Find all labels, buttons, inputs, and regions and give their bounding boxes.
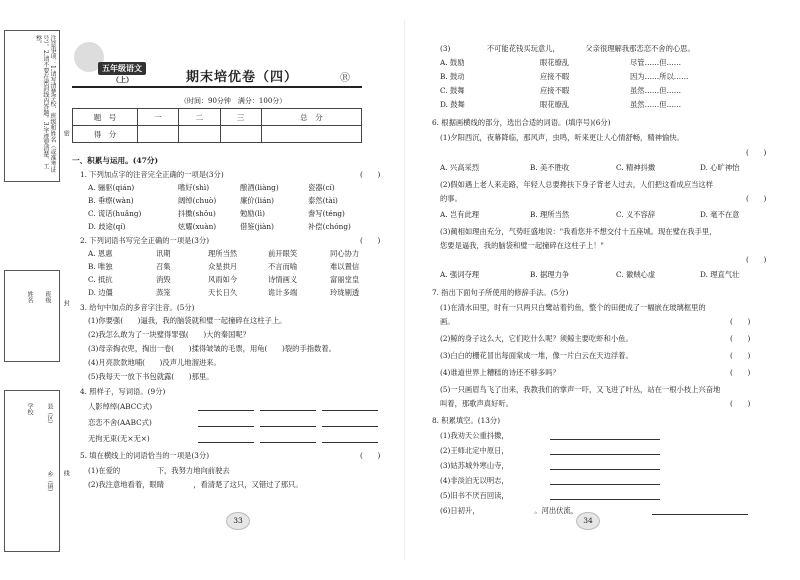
q4-blank[interactable]	[260, 402, 316, 411]
q5-option-word: 因为……所以……	[630, 72, 689, 81]
page-number-right: 34	[576, 512, 600, 530]
q7-5-answer-paren[interactable]: ( )	[730, 399, 751, 408]
q5-option-word: 应接不暇	[540, 72, 570, 81]
q2-option-word: 富丽堂皇	[330, 275, 360, 284]
q8-stem: 8. 积累填空。(13分)	[432, 416, 501, 425]
page-divider	[404, 20, 405, 560]
q4-example: 无拘无束(无×无×)	[88, 434, 150, 443]
q1-option-word: 勉励(lì)	[240, 209, 265, 218]
q2-option[interactable]: B. 唯独	[88, 262, 113, 271]
q6-item-1: (1)夕阳西沉，夜幕降临，那风声，虫鸣，听来更让人心情舒畅，精神愉快。	[440, 133, 684, 142]
q6-stem: 6. 根据画横线的部分，选出合适的词语。(填序号)(6分)	[432, 118, 611, 127]
q6-2-option[interactable]: C. 义不容辞	[616, 210, 656, 219]
q6-1-option[interactable]: C. 精神抖擞	[616, 163, 656, 172]
q2-option-word: 蒸笼	[156, 288, 171, 297]
score-cell[interactable]	[179, 126, 220, 143]
q6-item-2-cont: 的事。	[440, 194, 462, 203]
q6-3-option[interactable]: A. 强词夺理	[440, 270, 480, 279]
q8-blank[interactable]	[550, 446, 660, 455]
q2-option-word: 玲珑剔透	[330, 288, 360, 297]
q6-3-option[interactable]: B. 据理力争	[530, 270, 570, 279]
q2-answer-paren[interactable]: ( )	[360, 236, 381, 245]
q6-item-3-cont: 您要是逼我，我的脑袋和璧一起撞碎在这柱子上！"	[440, 241, 604, 250]
q1-option-word: 抖擞(shǒu)	[178, 209, 216, 218]
q1-option-word: 嗜好(shì)	[178, 183, 210, 192]
q8-blank[interactable]	[550, 476, 660, 485]
q4-blank[interactable]	[322, 418, 378, 427]
q2-option-word: 召集	[156, 262, 171, 271]
q2-stem: 2. 下列词语书写完全正确的一项是(3分)	[80, 236, 210, 245]
q8-blank[interactable]	[652, 506, 748, 515]
q5-option[interactable]: C. 鼓舞	[440, 86, 465, 95]
seal-char-3: 线	[62, 470, 70, 476]
binding-margin	[0, 0, 68, 580]
q1-option[interactable]: A. 骊驱(qián)	[88, 183, 135, 192]
score-cell[interactable]	[138, 126, 179, 143]
grade-badge: 五年级语文	[98, 62, 146, 75]
q1-option[interactable]: D. 歧途(qí)	[88, 222, 126, 231]
seal-char-1: 密	[62, 130, 70, 136]
q1-option-word: 酿酒(liàng)	[240, 183, 279, 192]
q8-item: (2)王师北定中原日，	[440, 446, 509, 455]
q5-option-word: 虽然……但……	[630, 86, 682, 95]
notice-text: 注意事项：1.请写清楚学校、班级和姓名（或准考证号）。2.请不要在密封线内答题。3.字迹要清楚、工整。	[34, 35, 56, 173]
q4-blank[interactable]	[260, 434, 316, 443]
q8-item: (1)我劝天公重抖擞，	[440, 431, 509, 440]
q2-option[interactable]: C. 抵抗	[88, 275, 113, 284]
q5-option-word: 眼花缭乱	[540, 100, 570, 109]
score-header-cell: 题 号	[73, 109, 138, 126]
q5-answer-paren[interactable]: ( )	[360, 451, 381, 460]
q2-option-word: 不言而喻	[268, 262, 298, 271]
q6-3-answer-paren[interactable]: ( )	[746, 255, 767, 264]
class-name-box	[4, 270, 60, 362]
q8-item: (5)旧书不厌百回读，	[440, 491, 509, 500]
q2-option-word: 众星拱月	[208, 262, 238, 271]
q1-option-word: 瓷器(cí)	[308, 183, 335, 192]
q4-stem: 4. 照样子，写词语。(9分)	[80, 387, 166, 396]
q3-item[interactable]: (3)母亲掏衣兜，掏出一卷( )揉得皱皱的毛票，用龟( )裂的手指数着。	[88, 344, 336, 353]
q7-item-1: (1)在清水田里，时有一只两只白鹭站着钓鱼，整个的田便成了一幅嵌在玻璃框里的	[440, 303, 706, 312]
q6-item-3: (3)蔺相如理由充分，气势旺盛地说："我看您并不想交付十五座城。现在璧在我手里，	[440, 227, 717, 236]
score-header-cell: 总 分	[261, 109, 361, 126]
time-info: （时间：90分钟 满分：100分）	[180, 97, 287, 105]
q8-item: (3)姑苏城外寒山寺，	[440, 461, 509, 470]
q2-option-word: 风雨如今	[208, 275, 238, 284]
q6-2-answer-paren[interactable]: ( )	[746, 194, 767, 203]
score-row-label: 得 分	[73, 126, 138, 143]
q3-item[interactable]: (1)你要强( )逼我，我的脑袋就和璧一起撞碎在这柱子上。	[88, 316, 287, 325]
q7-item-4: (4)谁道世界上糟糕的诗还不够多吗？	[440, 368, 560, 377]
q6-1-answer-paren[interactable]: ( )	[746, 148, 767, 157]
q6-2-option[interactable]: B. 理所当然	[530, 210, 570, 219]
q3-item[interactable]: (5)我每天一放下书包就露( )那里。	[88, 372, 214, 381]
q6-2-option[interactable]: A. 岂有此理	[440, 210, 480, 219]
q6-2-option[interactable]: D. 毫不在意	[700, 210, 740, 219]
q7-item-1-cont: 画。	[440, 317, 455, 326]
q1-option-word: 借鉴(jiàn)	[240, 222, 274, 231]
q5-option[interactable]: D. 鼓舞	[440, 100, 465, 109]
q8-blank[interactable]	[550, 491, 660, 500]
q5-item[interactable]: (1)在爱的 下，我努力地向前驶去	[88, 466, 230, 475]
q1-option-word: 炫耀(xuàn)	[178, 222, 217, 231]
registered-mark: Ⓡ	[340, 73, 350, 84]
q1-option-word: 阔绰(chuò)	[178, 196, 217, 205]
q6-item-2: (2)假如遇上老人来走路，年轻人总要搀扶下身子背老人过去，人们把这看成应当这样	[440, 180, 714, 189]
q2-option-word: 同心协力	[330, 249, 360, 258]
section-1-title: 一、积累与运用。(47分)	[72, 156, 159, 165]
field-school: 学校	[26, 403, 33, 415]
q2-option-word: 天长日久	[208, 288, 238, 297]
field-county: 县（区）	[46, 403, 53, 427]
q3-item[interactable]: (4)月亮款款地哺( )没声儿地溜进来。	[88, 358, 221, 367]
q7-item-2: (2)鲸的身子这么大，它们吃什么呢？须鲸主要吃虾和小鱼。	[440, 334, 633, 343]
q7-1-answer-paren[interactable]: ( )	[730, 317, 751, 326]
field-name: 姓名	[26, 291, 33, 303]
q4-blank[interactable]	[322, 402, 378, 411]
q1-option-word: 廉价(lián)	[240, 196, 275, 205]
q2-option-word: 理所当然	[208, 249, 238, 258]
q8-blank[interactable]	[550, 461, 660, 470]
q7-item-3: (3)白白的栅花冒出每面棠成一堆，像一片白云在天边浮着。	[440, 351, 633, 360]
score-cell[interactable]	[220, 126, 261, 143]
q5-option-word: 尽管……但……	[630, 58, 682, 67]
q6-1-option[interactable]: D. 心旷神怡	[700, 163, 740, 172]
q8-blank[interactable]	[550, 431, 660, 440]
grade-sub: （上）	[112, 75, 133, 84]
field-class: 班级	[44, 291, 51, 303]
q5-option[interactable]: B. 鼓动	[440, 72, 465, 81]
q4-blank[interactable]	[322, 434, 378, 443]
q7-stem: 7. 指出下面句子所使用的修辞手法。(5分)	[432, 288, 569, 297]
q3-stem: 3. 给句中加点的多音字注音。(5分)	[80, 303, 195, 312]
q2-option[interactable]: D. 边僵	[88, 288, 113, 297]
notice-box	[4, 30, 60, 182]
q1-stem: 1. 下列加点字的注音完全正确的一项是(3分)	[80, 170, 224, 179]
q1-option-word: 补偿(chóng)	[308, 222, 351, 231]
q5-option[interactable]: A. 鼓励	[440, 58, 465, 67]
q8-item: (4)非淡泊无以明志，	[440, 476, 509, 485]
score-header-cell: 二	[179, 109, 220, 126]
score-cell[interactable]	[261, 126, 361, 143]
q7-2-answer-paren[interactable]: ( )	[730, 334, 751, 343]
q6-3-option[interactable]: D. 理直气壮	[700, 270, 740, 279]
q7-3-answer-paren[interactable]: ( )	[730, 351, 751, 360]
q5-option-word: 应接不暇	[540, 86, 570, 95]
left-page	[68, 0, 398, 580]
q2-option-word: 前开眼笑	[268, 249, 298, 258]
q4-example: 恋恋不舍(AABC式)	[88, 418, 152, 427]
page-title: 期末培优卷（四）	[186, 70, 299, 85]
header-rule	[72, 86, 362, 88]
q7-item-5-cont: 叫着，那歌声真好听。	[440, 399, 513, 408]
q6-3-option[interactable]: C. 徽贼心虚	[616, 270, 656, 279]
right-page	[420, 0, 792, 580]
q4-example: 人影绰绰(ABCC式)	[88, 402, 153, 411]
seal-char-2: 封	[62, 300, 70, 306]
q6-1-option[interactable]: A. 兴高采烈	[440, 163, 480, 172]
q2-option-word: 讯期	[156, 249, 171, 258]
q3-item[interactable]: (2)我怎么敢为了一块璧得罪强( )大的秦国呢？	[88, 330, 250, 339]
score-table	[72, 108, 362, 143]
page-number-left: 33	[226, 512, 250, 530]
q2-option-word: 诗情画义	[268, 275, 298, 284]
q4-blank[interactable]	[198, 418, 254, 427]
q7-4-answer-paren[interactable]: ( )	[730, 368, 751, 377]
q2-option[interactable]: A. 恩惠	[88, 249, 113, 258]
q5-item[interactable]: (2)我注意地看着，眼睛 ，看清楚了这只，又错过了那只。	[88, 480, 303, 489]
q2-option-word: 消毁	[156, 275, 171, 284]
q4-blank[interactable]	[260, 418, 316, 427]
q1-option[interactable]: C. 谎话(huǎng)	[88, 209, 142, 218]
q7-item-5: (5)一只画眉鸟飞了出来，我教我们的掌声一吓，又飞进了叶丛，站在一根小枝上兴奋地	[440, 385, 721, 394]
q2-option-word: 难以置信	[330, 262, 360, 271]
q1-option-word: 泰然(tài)	[308, 196, 338, 205]
school-box	[4, 390, 60, 552]
q1-answer-paren[interactable]: ( )	[360, 170, 381, 179]
score-header-cell: 三	[220, 109, 261, 126]
q8-item: (6)日初升， 。河出伏流，	[440, 506, 579, 515]
q1-option[interactable]: B. 垂瘵(wàn)	[88, 196, 134, 205]
field-town: 乡（镇）	[46, 471, 53, 495]
q6-1-option[interactable]: B. 美不胜收	[530, 163, 570, 172]
q5-option-word: 眼花缭乱	[540, 58, 570, 67]
q2-option-word: 诡计多端	[268, 288, 298, 297]
q5-stem: 5. 填在横线上的词语恰当的一项是(3分)	[80, 451, 210, 460]
q5-option-word: 虽然……但……	[630, 100, 682, 109]
q5-item-3[interactable]: (3) 不可能花钱买玩意儿， 父亲很理解我那恋恋不舍的心思。	[440, 44, 695, 53]
q1-option-word: 誊写(téng)	[308, 209, 345, 218]
q4-blank[interactable]	[198, 402, 254, 411]
q4-blank[interactable]	[198, 434, 254, 443]
score-header-cell: 一	[138, 109, 179, 126]
